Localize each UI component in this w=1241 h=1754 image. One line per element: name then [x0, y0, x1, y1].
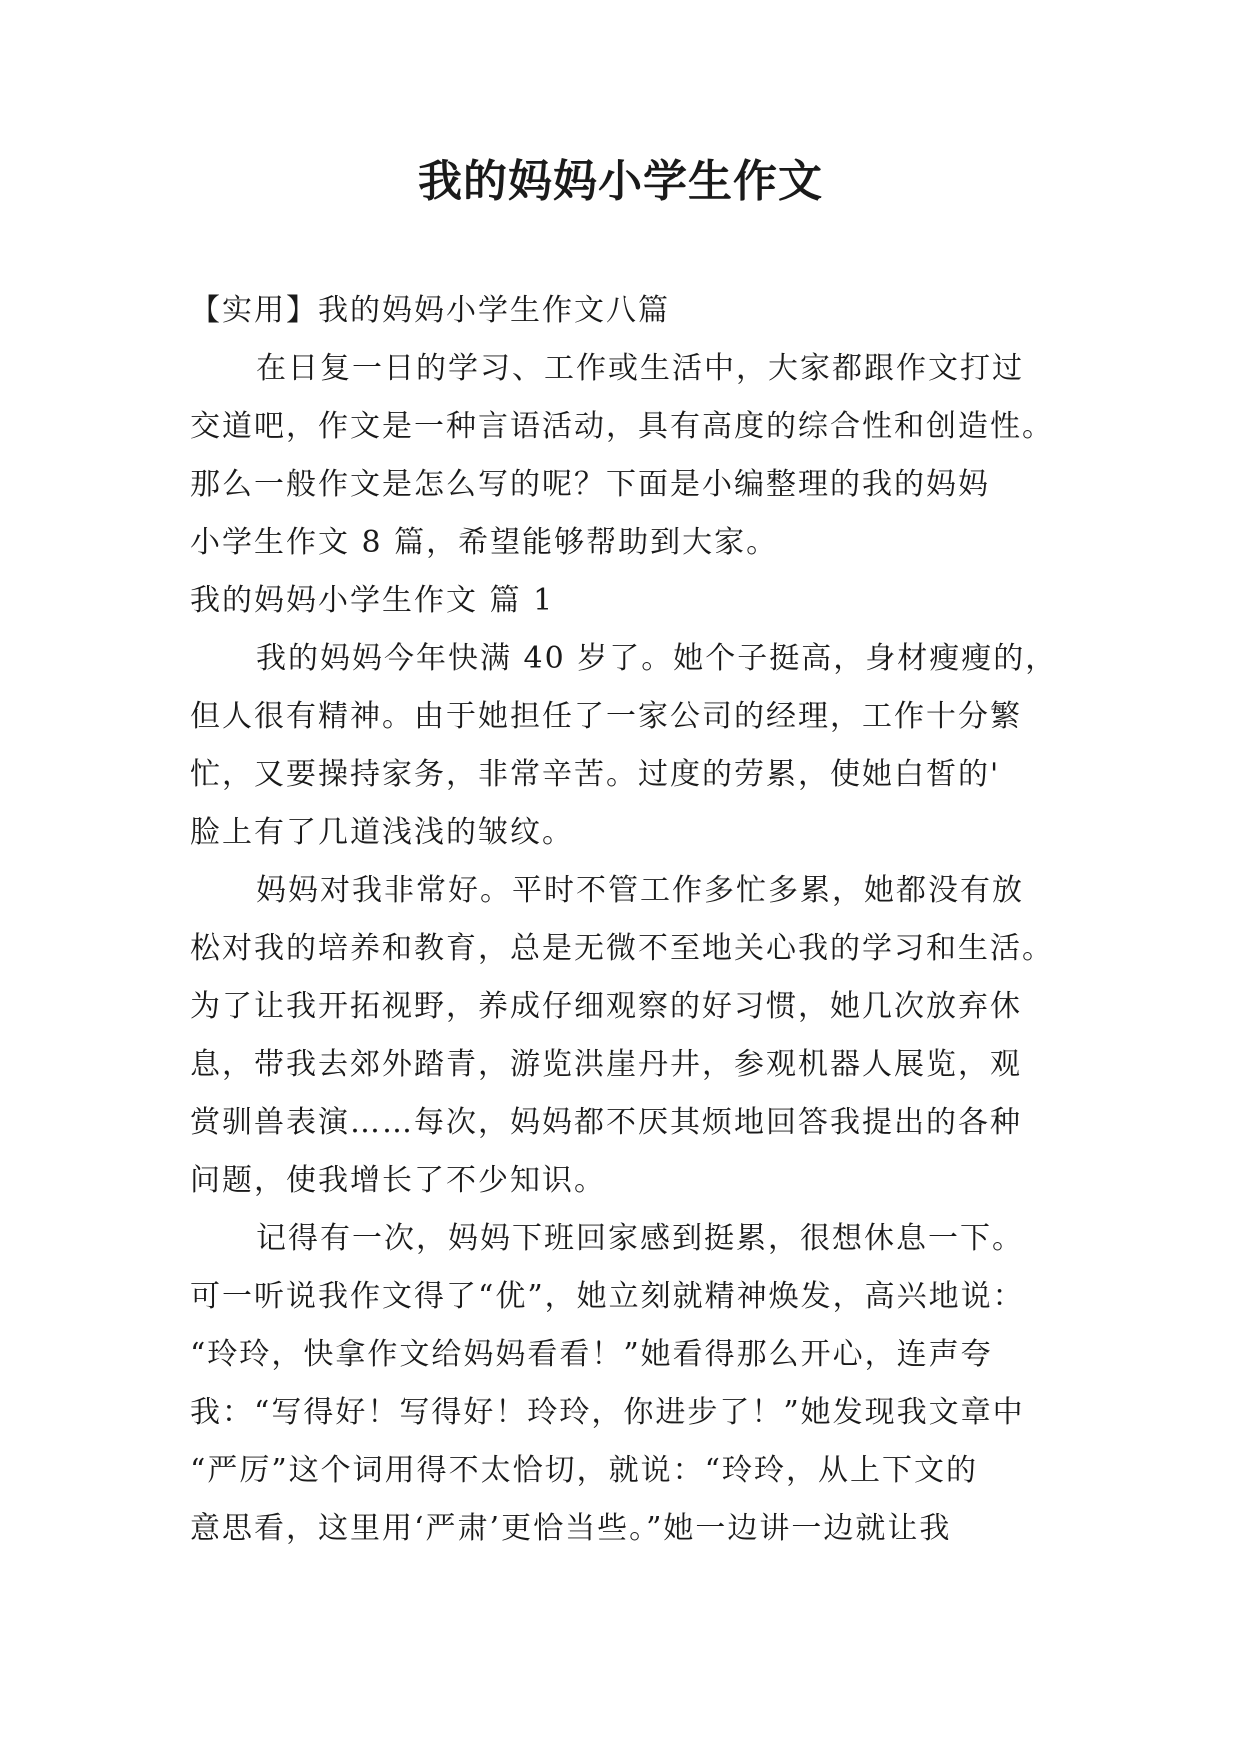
document-body: [190, 282, 1070, 1558]
body-paragraph: [190, 630, 1070, 862]
text-line: 我的妈妈今年快满 40 岁了。她个子挺高，身材瘦瘦的，: [256, 641, 1058, 676]
text-line: 可一听说我作文得了“优”，她立刻就精神焕发，高兴地说：: [190, 1279, 1025, 1314]
text-line: 交道吧，作文是一种言语活动，具有高度的综合性和创造性。: [190, 409, 1054, 444]
section-heading: 我的妈妈小学生作文 篇 1: [190, 583, 555, 618]
text-line: 那么一般作文是怎么写的呢？下面是小编整理的我的妈妈: [190, 467, 990, 502]
text-line: 我：“写得好！写得好！玲玲，你进步了！”她发现我文章中: [190, 1395, 1025, 1430]
text-line: 但人很有精神。由于她担任了一家公司的经理，工作十分繁: [190, 699, 1022, 734]
text-line: 松对我的培养和教育，总是无微不至地关心我的学习和生活。: [190, 931, 1054, 966]
text-line: 赏驯兽表演……每次，妈妈都不厌其烦地回答我提出的各种: [190, 1105, 1022, 1140]
text-line: 忙，又要操持家务，非常辛苦。过度的劳累，使她白皙的': [190, 757, 1001, 792]
text-line: 为了让我开拓视野，养成仔细观察的好习惯，她几次放弃休: [190, 989, 1022, 1024]
text-line: 在日复一日的学习、工作或生活中，大家都跟作文打过: [256, 351, 1024, 386]
text-line: “严厉”这个词用得不太恰切，就说：“玲玲，从上下文的: [190, 1453, 979, 1488]
text-line: 妈妈对我非常好。平时不管工作多忙多累，她都没有放: [256, 873, 1024, 908]
intro-paragraph: [190, 340, 1070, 572]
body-paragraph: [190, 1210, 1070, 1558]
body-paragraph: [190, 862, 1070, 1210]
text-line: 意思看，这里用‘严肃’更恰当些。”她一边讲一边就让我: [190, 1511, 952, 1546]
document-subtitle: 【实用】我的妈妈小学生作文八篇: [190, 293, 670, 328]
text-line: 小学生作文 8 篇，希望能够帮助到大家。: [190, 525, 779, 560]
text-line: 息，带我去郊外踏青，游览洪崖丹井，参观机器人展览，观: [190, 1047, 1022, 1082]
document-title: 我的妈妈小学生作文: [418, 156, 823, 207]
text-line: 记得有一次，妈妈下班回家感到挺累，很想休息一下。: [256, 1221, 1024, 1256]
text-line: “玲玲，快拿作文给妈妈看看！”她看得那么开心，连声夸: [190, 1337, 993, 1372]
text-line: 脸上有了几道浅浅的皱纹。: [190, 815, 574, 850]
text-line: 问题，使我增长了不少知识。: [190, 1163, 606, 1198]
